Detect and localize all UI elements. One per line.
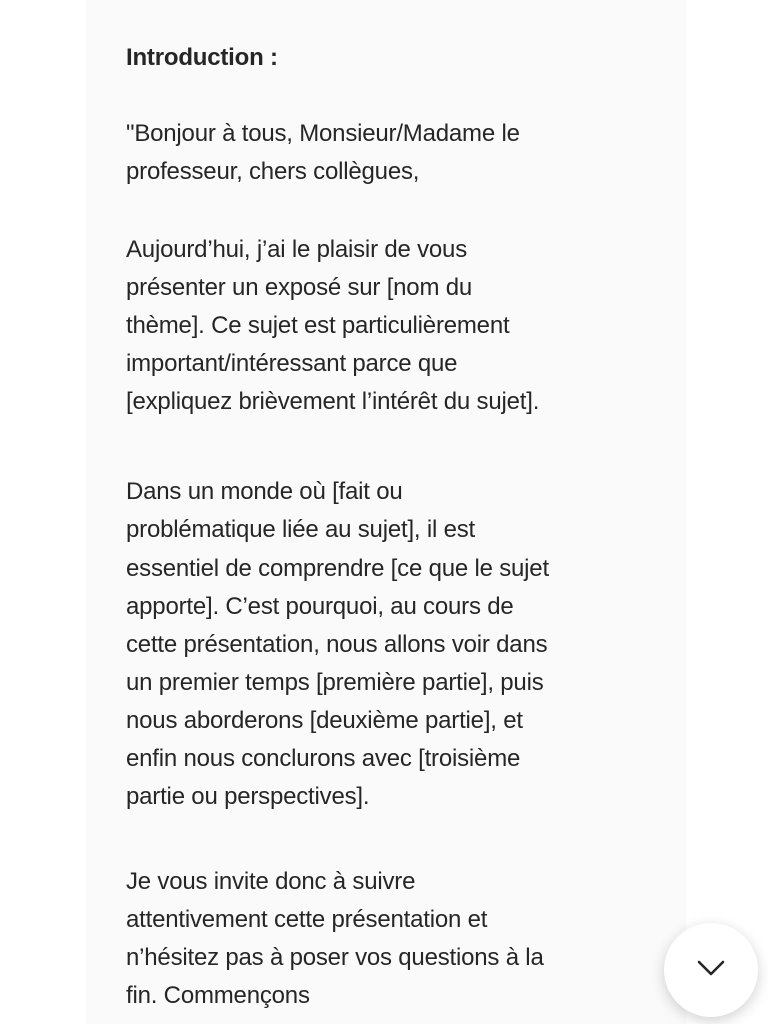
text-line: apporte]. C’est pourquoi, au cours de bbox=[126, 593, 514, 620]
text-line: enfin nous conclurons avec [troisième bbox=[126, 745, 521, 772]
message-title: Introduction : bbox=[126, 44, 278, 71]
text-line: problématique liée au sujet], il est bbox=[126, 516, 476, 543]
text-line: professeur, chers collègues, bbox=[126, 158, 420, 185]
text-line: cette présentation, nous allons voir dans bbox=[126, 631, 548, 658]
text-line: Je vous invite donc à suivre bbox=[126, 868, 416, 895]
text-line: nous aborderons [deuxième partie], et bbox=[126, 707, 523, 734]
text-line: partie ou perspectives]. bbox=[126, 783, 370, 810]
text-line: Aujourd’hui, j’ai le plaisir de vous bbox=[126, 236, 467, 263]
chevron-down-icon bbox=[696, 959, 726, 982]
text-line: fin. Commençons bbox=[126, 982, 310, 1009]
text-line: attentivement cette présentation et bbox=[126, 906, 488, 933]
text-line: n’hésitez pas à poser vos questions à la bbox=[126, 944, 544, 971]
text-line: thème]. Ce sujet est particulièrement bbox=[126, 312, 510, 339]
text-line: Dans un monde où [fait ou bbox=[126, 478, 403, 505]
text-line: "Bonjour à tous, Monsieur/Madame le bbox=[126, 120, 520, 147]
scroll-down-button[interactable] bbox=[664, 923, 758, 1017]
text-line: un premier temps [première partie], puis bbox=[126, 669, 544, 696]
text-line: présenter un exposé sur [nom du bbox=[126, 274, 473, 301]
text-line: important/intéressant parce que bbox=[126, 350, 458, 377]
text-line: [expliquez brièvement l’intérêt du sujet]. bbox=[126, 388, 540, 415]
text-line: essentiel de comprendre [ce que le sujet bbox=[126, 555, 549, 582]
